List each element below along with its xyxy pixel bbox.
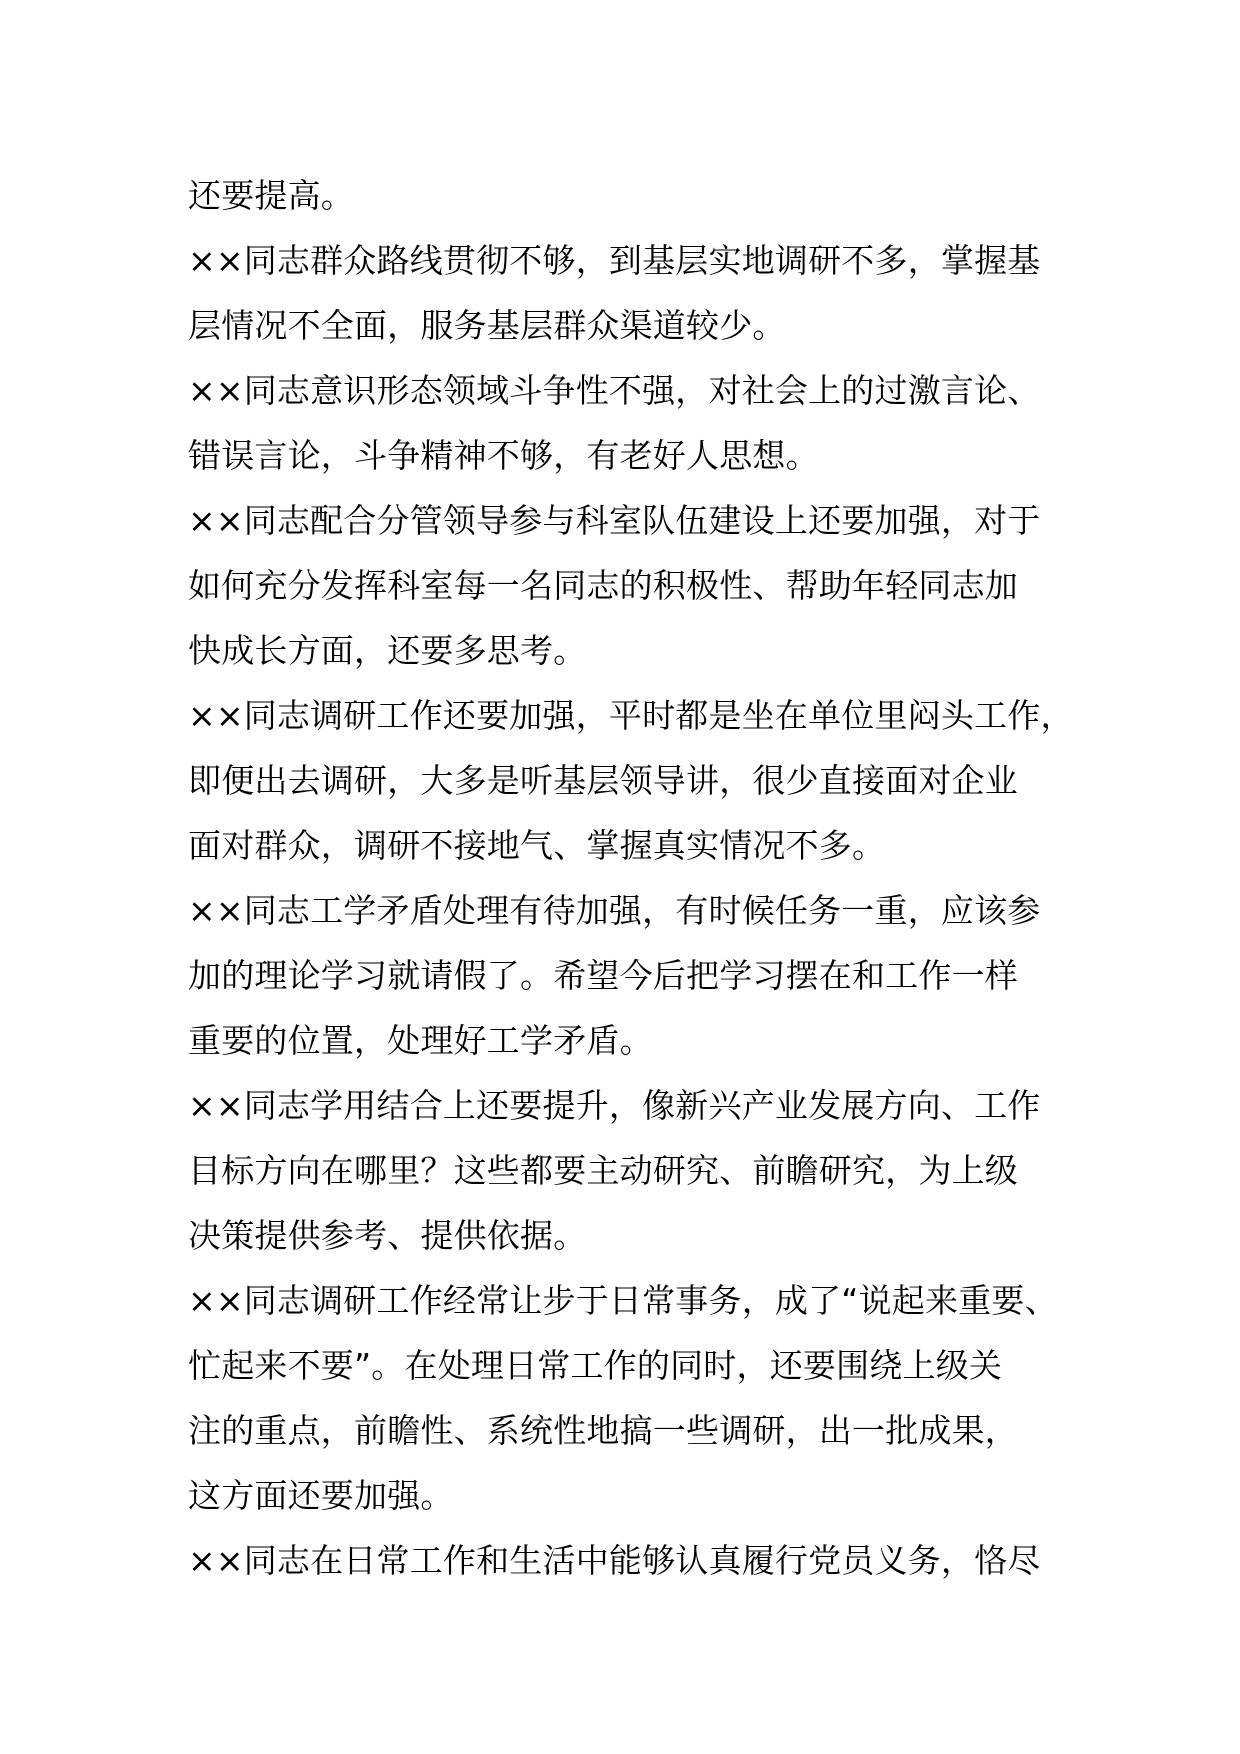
text-line: ××同志学用结合上还要提升，像新兴产业发展方向、工作 — [188, 1086, 1041, 1125]
text-line: ××同志工学矛盾处理有待加强，有时候任务一重，应该参 — [188, 891, 1041, 930]
text-line: ××同志在日常工作和生活中能够认真履行党员义务，恪尽 — [188, 1541, 1041, 1580]
text-line: 目标方向在哪里？这些都要主动研究、前瞻研究，为上级 — [188, 1151, 1018, 1190]
text-line: ××同志调研工作还要加强，平时都是坐在单位里闷头工作， — [188, 696, 1074, 735]
text-line: 如何充分发挥科室每一名同志的积极性、帮助年轻同志加 — [188, 566, 1018, 605]
text-line: 决策提供参考、提供依据。 — [188, 1216, 587, 1255]
text-line: 错误言论，斗争精神不够，有老好人思想。 — [188, 436, 819, 475]
text-line: 还要提高。 — [188, 176, 354, 215]
text-line: 重要的位置，处理好工学矛盾。 — [188, 1021, 653, 1060]
body-text — [188, 163, 1088, 1593]
text-line: ××同志调研工作经常让步于日常事务，成了“说起来重要、 — [188, 1281, 1058, 1320]
text-line: 快成长方面，还要多思考。 — [188, 631, 587, 670]
text-line: 层情况不全面，服务基层群众渠道较少。 — [188, 306, 786, 345]
text-line: ××同志配合分管领导参与科室队伍建设上还要加强，对于 — [188, 501, 1041, 540]
text-line: 即便出去调研，大多是听基层领导讲，很少直接面对企业 — [188, 761, 1018, 800]
text-line: 忙起来不要”。在处理日常工作的同时，还要围绕上级关 — [188, 1346, 1003, 1385]
text-line: ××同志群众路线贯彻不够，到基层实地调研不多，掌握基 — [188, 241, 1041, 280]
text-line: ××同志意识形态领域斗争性不强，对社会上的过激言论、 — [188, 371, 1041, 410]
text-line: 这方面还要加强。 — [188, 1476, 454, 1515]
text-line: 加的理论学习就请假了。希望今后把学习摆在和工作一样 — [188, 956, 1018, 995]
text-line: 注的重点，前瞻性、系统性地搞一些调研，出一批成果， — [188, 1411, 1018, 1450]
text-line: 面对群众，调研不接地气、掌握真实情况不多。 — [188, 826, 886, 865]
